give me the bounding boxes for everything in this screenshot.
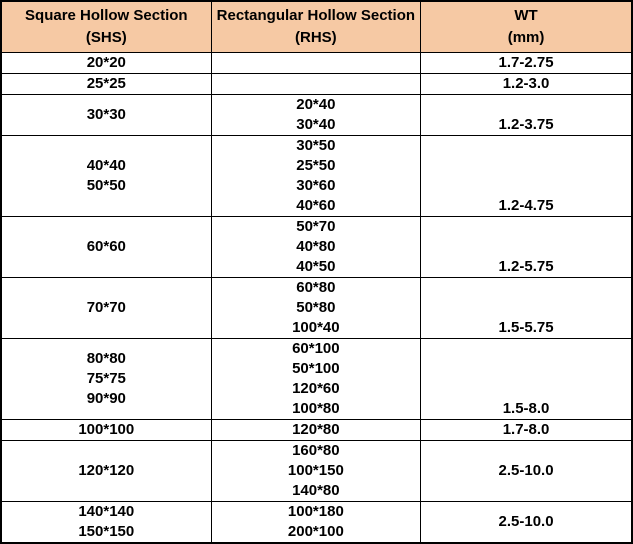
header-shs-line1: Square Hollow Section	[25, 7, 188, 24]
table-row	[1, 339, 632, 420]
table-row	[1, 95, 632, 136]
shs-cell	[1, 278, 211, 339]
size-value: 75*75	[86, 370, 126, 387]
rhs-cell	[211, 136, 420, 217]
header-rhs	[211, 1, 420, 53]
shs-cell	[1, 420, 211, 441]
size-value: 80*80	[86, 350, 126, 367]
size-value: 60*60	[86, 238, 126, 255]
size-value: 150*150	[78, 523, 135, 540]
table-row	[1, 420, 632, 441]
shs-cell	[1, 53, 211, 74]
size-value: 30*50	[296, 137, 336, 154]
header-wt	[421, 1, 632, 53]
size-value: 100*180	[287, 503, 344, 520]
size-value: 25*25	[86, 75, 126, 92]
size-value: 140*140	[78, 503, 135, 520]
table-row	[1, 74, 632, 95]
wt-cell	[421, 53, 632, 74]
rhs-cell	[211, 502, 420, 544]
shs-cell	[1, 502, 211, 544]
wt-cell	[421, 95, 632, 136]
table-row	[1, 217, 632, 278]
header-row	[1, 1, 632, 53]
shs-cell	[1, 339, 211, 420]
size-value: 100*100	[78, 421, 135, 438]
size-value: 1.5-5.75	[498, 319, 554, 336]
size-value: 100*40	[292, 319, 340, 336]
size-value: 40*80	[296, 238, 336, 255]
header-shs-line2: (SHS)	[85, 29, 127, 46]
wt-cell	[421, 339, 632, 420]
table-row	[1, 136, 632, 217]
size-value: 100*150	[287, 462, 344, 479]
rhs-cell	[211, 95, 420, 136]
size-value: 40*50	[296, 258, 336, 275]
size-value: 20*20	[86, 54, 126, 71]
table-row	[1, 53, 632, 74]
size-value: 25*50	[296, 157, 336, 174]
wt-cell	[421, 136, 632, 217]
table-row	[1, 441, 632, 502]
size-value: 2.5-10.0	[498, 513, 554, 530]
rhs-cell	[211, 278, 420, 339]
table-row	[1, 278, 632, 339]
size-value: 30*30	[86, 106, 126, 123]
rhs-cell	[211, 420, 420, 441]
size-value: 40*60	[296, 197, 336, 214]
size-value: 1.7-2.75	[498, 54, 554, 71]
size-value: 60*100	[292, 340, 340, 357]
wt-cell	[421, 441, 632, 502]
size-value: 1.5-8.0	[502, 400, 550, 417]
size-value: 20*40	[296, 96, 336, 113]
size-value: 1.7-8.0	[502, 421, 550, 438]
wt-cell	[421, 217, 632, 278]
header-wt-line1: WT	[514, 7, 538, 24]
rhs-cell	[211, 74, 420, 95]
size-value: 50*100	[292, 360, 340, 377]
header-shs	[1, 1, 211, 53]
shs-cell	[1, 136, 211, 217]
size-value: 1.2-3.75	[498, 116, 554, 133]
wt-cell	[421, 278, 632, 339]
rhs-cell	[211, 339, 420, 420]
size-value: 100*80	[292, 400, 340, 417]
rhs-cell	[211, 441, 420, 502]
wt-cell	[421, 502, 632, 544]
size-value: 120*60	[292, 380, 340, 397]
size-value: 40*40	[86, 157, 126, 174]
header-rhs-line1: Rectangular Hollow Section	[216, 7, 416, 24]
header-wt-line2: (mm)	[507, 29, 545, 46]
shs-cell	[1, 441, 211, 502]
rhs-cell	[211, 217, 420, 278]
wt-cell	[421, 74, 632, 95]
size-value: 1.2-3.0	[502, 75, 550, 92]
table-body	[1, 53, 632, 544]
wt-cell	[421, 420, 632, 441]
size-value: 120*120	[78, 462, 135, 479]
size-value: 120*80	[292, 421, 340, 438]
size-value: 90*90	[86, 390, 126, 407]
size-value: 140*80	[292, 482, 340, 499]
size-value: 50*80	[296, 299, 336, 316]
size-value: 1.2-4.75	[498, 197, 554, 214]
shs-cell	[1, 95, 211, 136]
table-row	[1, 502, 632, 544]
size-value: 60*80	[296, 279, 336, 296]
shs-cell	[1, 217, 211, 278]
size-value: 70*70	[86, 299, 126, 316]
size-value: 50*50	[86, 177, 126, 194]
header-rhs-line2: (RHS)	[295, 29, 337, 46]
size-value: 2.5-10.0	[498, 462, 554, 479]
size-value: 200*100	[287, 523, 344, 540]
size-value: 30*60	[296, 177, 336, 194]
size-value: 160*80	[292, 442, 340, 459]
size-value: 30*40	[296, 116, 336, 133]
rhs-cell	[211, 53, 420, 74]
size-value: 50*70	[296, 218, 336, 235]
shs-cell	[1, 74, 211, 95]
size-value: 1.2-5.75	[498, 258, 554, 275]
